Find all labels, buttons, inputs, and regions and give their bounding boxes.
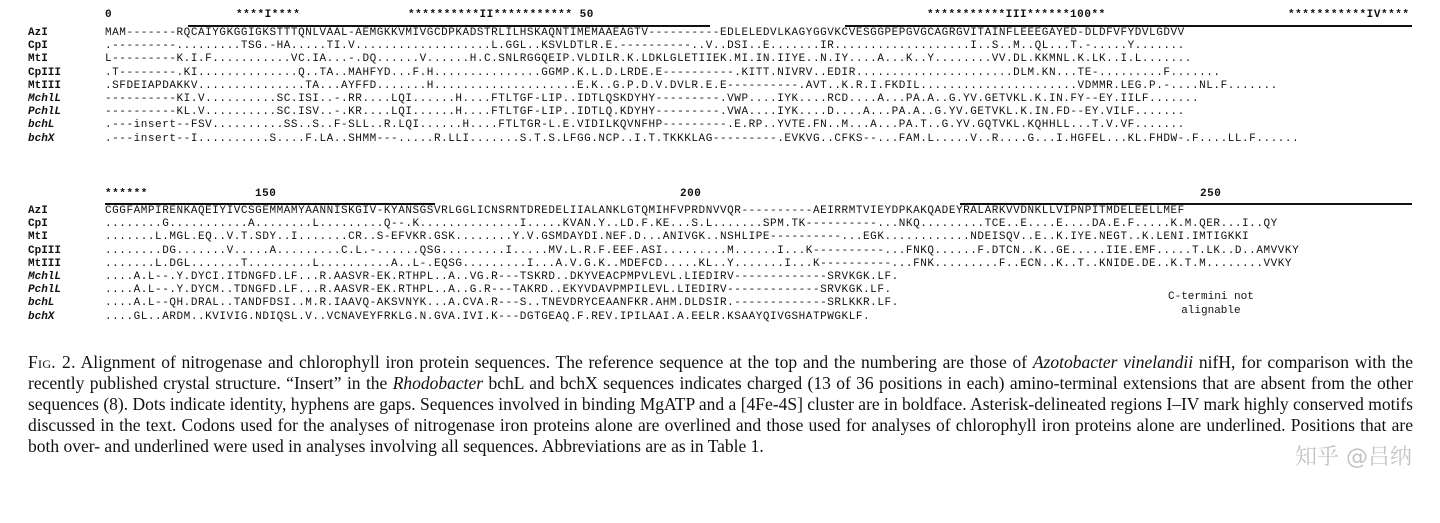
sequence-label: PchlL (28, 106, 62, 119)
ruler-motif-III: ***********III******100** (927, 9, 1106, 21)
caption-species-name: Azotobacter vinelandii (1032, 352, 1194, 372)
sequence-label: bchX (28, 310, 55, 323)
ruler-motif-IV-end: ****** (105, 188, 148, 200)
sequence-residues: .---insert--I..........S....F.LA..SHMM---.....R.LLI.......S.T.S.LFGG.NCP..I.T.TKKKLAG---------.EVKVG..CFKS--...FAM.L.....V..R....G...I.HGFEL...KL.FHDW-.F....LL.F...... (105, 132, 1300, 145)
sequence-label: bchX (28, 132, 55, 145)
sequence-label: AzI (28, 205, 48, 217)
caption-text-3: bchL and bchX sequences indicates charged (13 of 36 positions in each) amino-terminal extensions that are absent from the other sequences (8). Dots indicate identity, hyphens are gaps. Sequences involved in binding MgATP and a [4Fe-4S] cluster are in boldface. Asterisk-delineated regions I–IV mark highly conserved motifs discussed in the text. Codons used for the analyses of nitrogenase iron proteins alone are overlined and those used for analyses of chlorophyll iron proteins alone are underlined. Positions that are both over- and underlined were used in analyses involving all sequences. Abbreviations are as in Table 1. (28, 373, 1413, 456)
ruler-motif-IV: ***********IV**** (1288, 9, 1410, 21)
sequence-residues: ........G...........A........L.........Q--.K..............I.....KVAN.Y..LD.F.KE...S.L.......SPM.TK----------...NKQ.........TCE..E....E....DA.E.F.....K.M.QER...I..QY (105, 218, 1278, 231)
sequence-residues: ....GL..ARDM..KVIVIG.NDIQSL.V..VCNAVEYFRKLG.N.GVA.IVI.K---DGTGEAQ.F.REV.IPILAAI.A.EELR.KSAAYQIVGSHATPWGKLF. (105, 310, 871, 323)
sequence-residues: ----------KL.V..........SC.ISV..-.KR....LQI......H....FTLTGF-LIP..IDTLQ.KDYHY---------.VWA....IYK....D....A...PA.A..G.YV.GETVKL.K.IN.FD--EY.VILF....... (105, 106, 1185, 119)
sequence-residues: ....A.L--.Y.DYCM..TDNGFD.LF...R.AASVR-EK.RTHPL..A..G.R---TAKRD..EKYVDAVPMPILEVL.LIEDIRV-------------SRVKGK.LF. (105, 284, 892, 297)
sequence-residues: L---------K.I.F...........VC.IA...-.DQ......V......H.C.SNLRGGQEIP.VLDILR.K.LDKLGLETIIEK.MI.IN.IIYE..N.IY....A...K..Y........VV.DL.KKMNL.K.LK..I.L....... (105, 53, 1192, 66)
sequence-residues: ----------KI.V..........SC.ISI..-.RR....LQI......H....FTLTGF-LIP..IDTLQSKDYHY---------.VWP....IYK....RCD....A...PA.A..G.YV.GETVKL.K.IN.FY--EY.IILF....... (105, 93, 1200, 105)
sequence-residues: CGGFAMPIRENKAQEIYIVCSGEMMAMYAANNISKGIV-KYANSGSVRLGGLICNSRNTDREDELIIALANKLGTQMIHFVPRDNVVQR----------AEIRRMTVIEYDPKAKQADEYRALARKVVDNKLLVIPNPITMDELEELLMEF (105, 205, 1185, 217)
ruler-250: 250 (1200, 188, 1222, 200)
ruler-motif-II: **********II*********** 50 (408, 9, 594, 21)
figure-label: Fig. 2. (28, 352, 76, 372)
sequence-residues: .T--------.KI..............Q..TA..MAHFYD...F.H...............GGMP.K.L.D.LRDE.E----------.KITT.NIVRV..EDIR......................DLM.KN...TE-.........F....... (105, 66, 1221, 79)
figure-caption (28, 352, 1413, 457)
sequence-label: AzI (28, 27, 48, 39)
caption-text-2: nifH, for comparison with the recently published crystal structure. “Insert” in the (28, 352, 1413, 393)
sequence-label: MchlL (28, 93, 62, 105)
sequence-label: bchL (28, 119, 55, 132)
sequence-residues: .---------.........TSG.-HA.....TI.V...................L.GGL..KSVLDTLR.E.----------..V..DSI..E.......IR...................I..S..M..QL...T.-.....Y....... (105, 40, 1185, 53)
sequence-label: MtI (28, 231, 48, 244)
sequence-residues: .......L.MGL.EQ..V.T.SDY..I.......CR..S-EFVKR.GSK........Y.V.GSMDAYDI.NEF.D...ANIVGK..NSHLIPE----------...EGK............NDEISQV..E..K.IYE.NEGT..K.LENI.IMTIGKKI (105, 231, 1250, 244)
sequence-residues: MAM-------RQCAIYGKGGIGKSTTTQNLVAAL-AEMGKKVMIVGCDPKADSTRLILHSKAQNTIMEMAAEAGTV----------EDLELEDVLKAGYGGVKCVESGGPEPGVGCAGRGVITAINFLEEEGAYED-DLDFVFYDVLGDVV (105, 27, 1185, 39)
ruler-motif-I: ****I**** (236, 9, 301, 21)
watermark: 知乎 @吕纳 (1295, 445, 1412, 470)
sequence-residues: .......L.DGL.......T.........L..........A..L-.EQSG.........I...A.V.G.K..MDEFCD.....KL..Y.......I...K----------...FNK.........F..ECN..K..T..KNIDE.DE..K.T.M........VVKY (105, 257, 1293, 270)
sequence-label: MtI (28, 53, 48, 66)
sequence-label: MtIII (28, 257, 62, 270)
sequence-residues: ....A.L--QH.DRAL..TANDFDSI..M.R.IAAVQ-AKSVNYK...A.CVA.R---S..TNEVDRYCEAANFKR.AHM.DLDSIR.-------------SRLKKR.LF. (105, 297, 899, 310)
sequence-label: PchlL (28, 284, 62, 297)
ruler-150: 150 (255, 188, 277, 200)
sequence-residues: ....A.L--.Y.DYCI.ITDNGFD.LF...R.AASVR-EK.RTHPL..A..VG.R---TSKRD..DKYVEACPMPVLEVL.LIEDIRV-------------SRVKGK.LF. (105, 271, 899, 283)
sequence-label: MchlL (28, 271, 62, 283)
sequence-label: CpI (28, 218, 48, 231)
ruler-position-zero: 0 (105, 9, 113, 21)
sequence-residues: .---insert--FSV..........SS..S..F-SLL..R.LQI......H....FTLTGR-L.E.VIDILKQVNFHP---------.E.RP..YVTE.FN..M...A...PA.T..G.YV.GQTVKL.KQHHLL...T.V.VF....... (105, 119, 1185, 132)
sequence-label: MtIII (28, 79, 62, 92)
caption-genus-name: Rhodobacter (392, 373, 484, 393)
caption-text-1: Alignment of nitrogenase and chlorophyll iron protein sequences. The reference sequence at the top and the numbering are those of (80, 352, 1033, 372)
sequence-residues: ........DG.......V.....A.........C.L.-......QSG.........I.....MV.L.R.F.EEF.ASI.........M......I...K----------...FNKQ......F.DTCN..K..GE.....IIE.EMF.....T.LK..D..AMVVKY (105, 244, 1300, 257)
sequence-label: CpIII (28, 66, 62, 79)
ruler-200: 200 (680, 188, 702, 200)
c-termini-note: C-termini not alignable (1168, 291, 1254, 317)
sequence-label: CpIII (28, 244, 62, 257)
sequence-residues: .SFDEIAPDAKKV...............TA...AYFFD.......H....................E.K..G.P.D.V.DVLR.E.E----------.AVT..K.R.I.FKDIL......................VDMMR.LEG.P.-....NL.F....... (105, 79, 1278, 92)
sequence-label: CpI (28, 40, 48, 53)
sequence-label: bchL (28, 297, 55, 310)
